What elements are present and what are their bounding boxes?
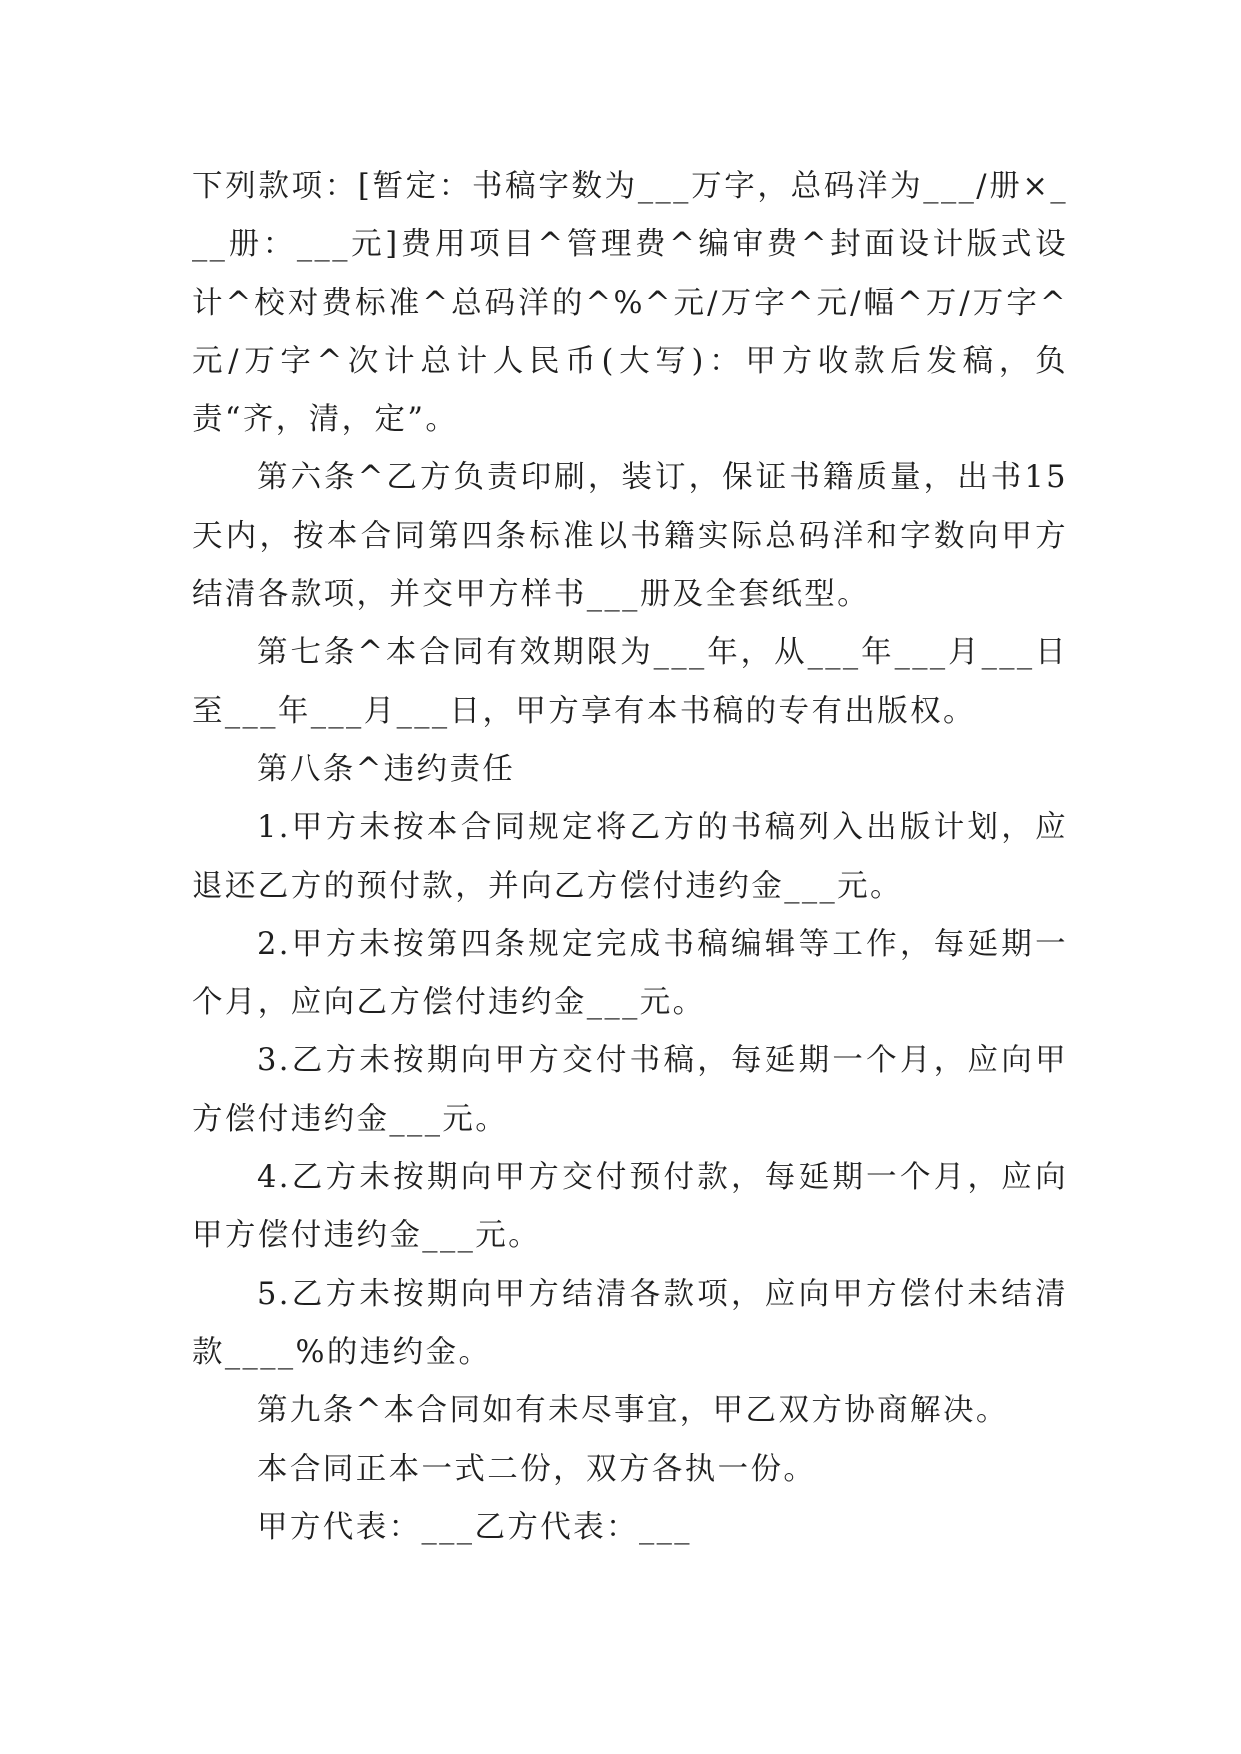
paragraph-clause-1: 1.甲方未按本合同规定将乙方的书稿列入出版计划，应退还乙方的预付款，并向乙方偿付违约金___元。 [192,810,1068,904]
paragraph-signatures: 甲方代表：___乙方代表：___ [257,1509,692,1545]
paragraph-clause-2: 2.甲方未按第四条规定完成书稿编辑等工作，每延期一个月，应向乙方偿付违约金___元。 [192,926,1068,1021]
paragraph-clause-5: 5.乙方未按期向甲方结清各款项，应向甲方偿付未结清款____%的违约金。 [192,1276,1068,1370]
document-body [192,158,1068,1557]
paragraph-clause-4: 4.乙方未按期向甲方交付预付款，每延期一个月，应向甲方偿付违约金___元。 [192,1160,1068,1254]
paragraph-clause-3: 3.乙方未按期向甲方交付书稿，每延期一个月，应向甲方偿付违约金___元。 [192,1043,1068,1137]
paragraph-article-8-heading: 第八条^违约责任 [257,751,516,787]
paragraph-article-7: 第七条^本合同有效期限为___年，从___年___月___日至___年___月___日，甲方享有本书稿的专有出版权。 [192,635,1068,729]
paragraph-copies: 本合同正本一式二份，双方各执一份。 [257,1451,817,1487]
paragraph-fee-items: 下列款项：[暂定：书稿字数为___万字，总码洋为___/册×___册：___元]费用项目^管理费^编审费^封面设计版式设计^校对费标准^总码洋的^%^元/万字^元/幅^万/万字^元/万字^次计总计人民币(大写)：甲方收款后发稿，负责“齐，清，定”。 [192,169,1069,438]
paragraph-article-9: 第九条^本合同如有未尽事宜，甲乙双方协商解决。 [257,1393,1009,1429]
paragraph-article-6: 第六条^乙方负责印刷，装订，保证书籍质量，出书15天内，按本合同第四条标准以书籍实际总码洋和字数向甲方结清各款项，并交甲方样书___册及全套纸型。 [192,460,1068,613]
